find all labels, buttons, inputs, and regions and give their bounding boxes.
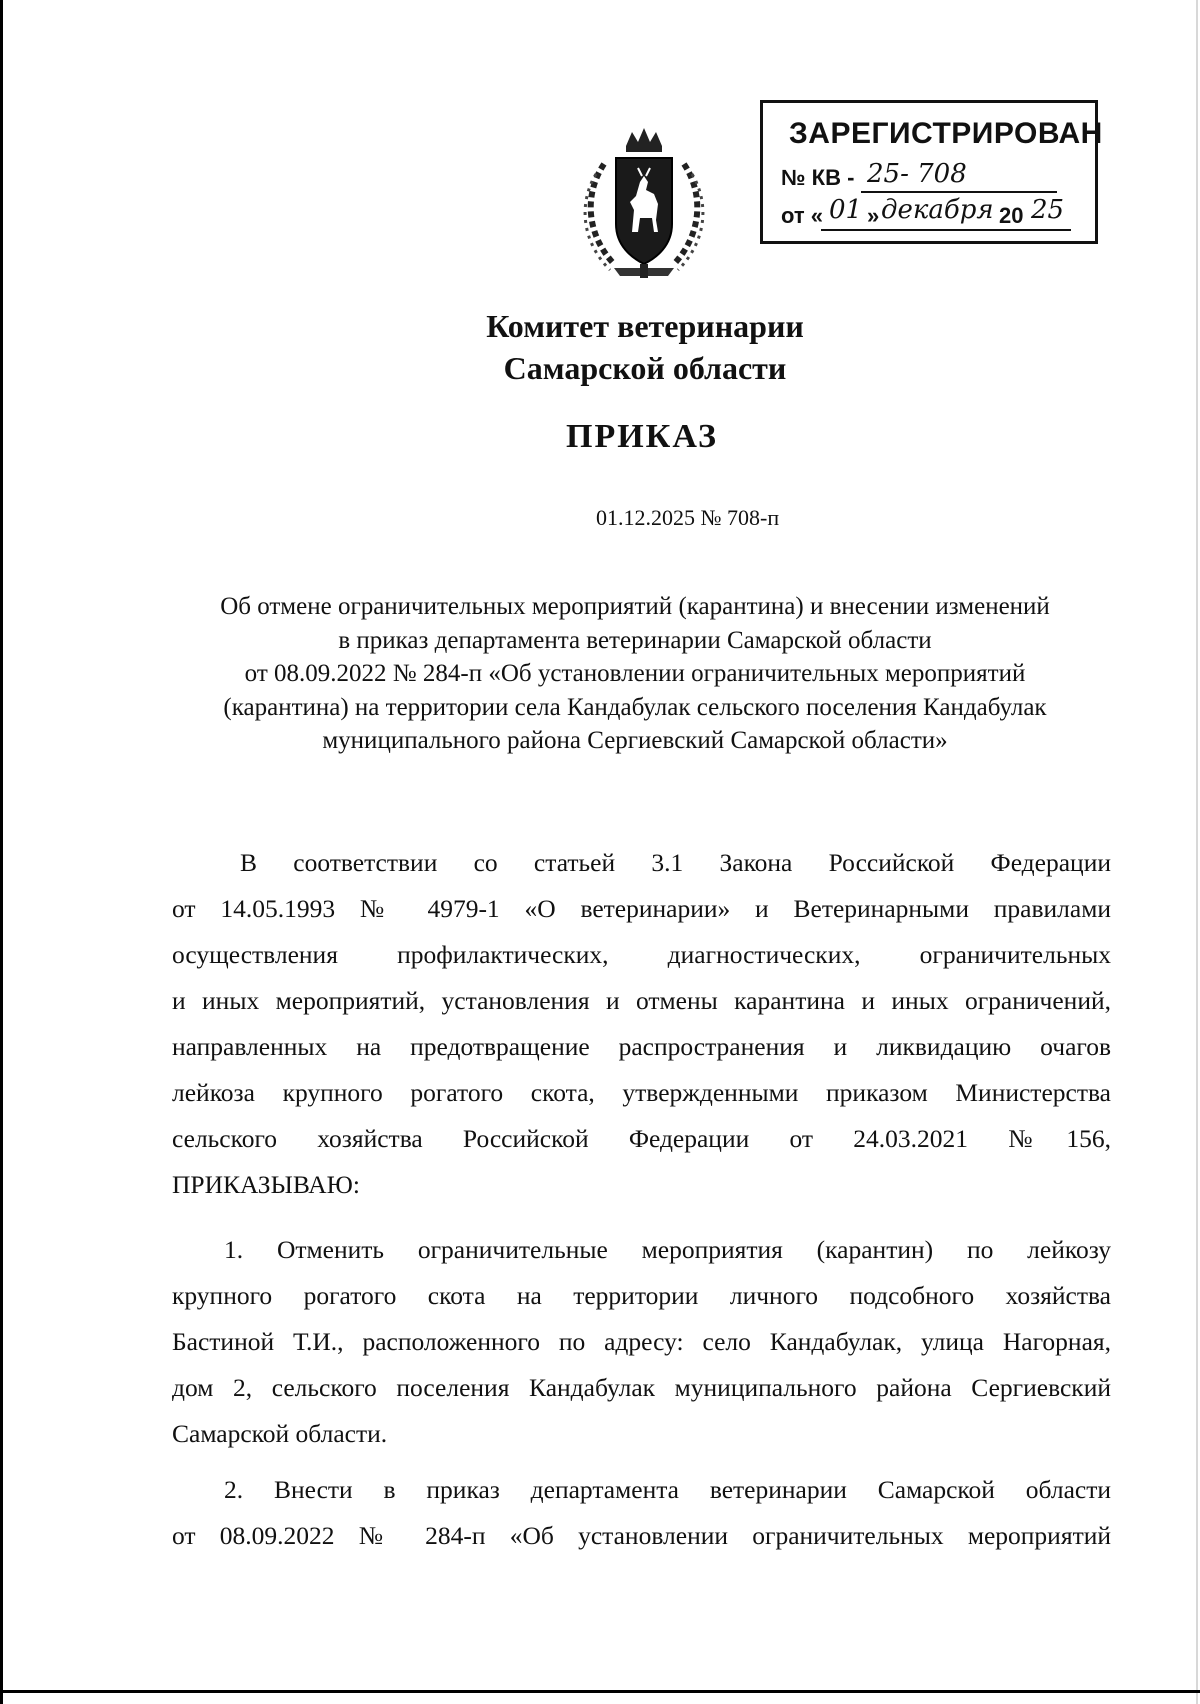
body-line: В соответствии со статьей 3.1 Закона Российской Федерации [240, 848, 1111, 877]
document-number: 01.12.2025 № 708-п [596, 505, 780, 530]
scan-edge-bottom [0, 1690, 1200, 1693]
scan-edge-right [1196, 0, 1198, 1704]
stamp-number-handwritten: 25- 708 [867, 159, 967, 189]
stamp-date-prefix: от « [781, 203, 824, 228]
coat-of-arms-emblem [574, 124, 714, 284]
stamp-date-line [781, 203, 823, 229]
subject-line: (карантина) на территории села Кандабулак сельского поселения Кандабулак [223, 693, 1047, 721]
body-line: крупного рогатого скота на территории личного подсобного хозяйства [172, 1281, 1111, 1310]
preamble-paragraph [172, 840, 1111, 1208]
stamp-date-year-prefix: 20 [999, 203, 1024, 228]
body-line: лейкоза крупного рогатого скота, утвержденными приказом Министерства [172, 1078, 1111, 1107]
order-item-1 [172, 1227, 1111, 1457]
document-type: ПРИКАЗ [566, 418, 718, 455]
subject-line: в приказ департамента ветеринарии Самарской области [338, 626, 932, 654]
registration-stamp [760, 100, 1103, 244]
order-word: ПРИКАЗЫВАЮ: [172, 1170, 360, 1199]
organization-name-line2: Самарской области [503, 350, 787, 386]
stamp-date-month: декабря [881, 195, 994, 225]
body-line: и иных мероприятий, установления и отмены карантина и иных ограничений, [172, 986, 1111, 1015]
body-line: от 14.05.1993 № 4979-1 «О ветеринарии» и Ветеринарными правилами [172, 894, 1111, 923]
subject-line: от 08.09.2022 № 284-п «Об установлении ограничительных мероприятий [244, 660, 1026, 687]
subject-line: муниципального района Сергиевский Самарской области» [322, 727, 948, 754]
scan-edge-left [0, 0, 3, 1704]
subject-line: Об отмене ограничительных мероприятий (карантина) и внесении изменений [220, 593, 1050, 620]
body-line: дом 2, сельского поселения Кандабулак муниципального района Сергиевский [172, 1373, 1111, 1402]
body-line: 2. Внести в приказ департамента ветеринарии Самарской области [224, 1475, 1111, 1504]
body-line: Бастиной Т.И., расположенного по адресу: село Кандабулак, улица Нагорная, [172, 1327, 1111, 1356]
stamp-number-underline [861, 191, 1057, 193]
stamp-date-day: 01 [829, 195, 863, 225]
document-subject [160, 590, 1110, 758]
stamp-date-year: 25 [1031, 195, 1065, 225]
stamp-number-line [781, 165, 854, 191]
stamp-date-underline [821, 229, 1071, 231]
body-line: направленных на предотвращение распространения и ликвидацию очагов [172, 1032, 1111, 1061]
stamp-date-mid: » [867, 203, 880, 228]
body-line: 1. Отменить ограничительные мероприятия (карантин) по лейкозу [224, 1235, 1111, 1264]
stamp-title: ЗАРЕГИСТРИРОВАН [789, 117, 1103, 150]
body-line: осуществления профилактических, диагностических, ограничительных [172, 940, 1111, 969]
organization-name-line1: Комитет ветеринарии [486, 308, 804, 344]
body-line: от 08.09.2022 № 284-п «Об установлении ограничительных мероприятий [172, 1521, 1111, 1550]
body-line: сельского хозяйства Российской Федерации от 24.03.2021 №156, [172, 1124, 1111, 1153]
body-line: Самарской области. [172, 1419, 388, 1448]
stamp-number-prefix: № КВ - [781, 165, 855, 190]
order-item-2 [172, 1467, 1111, 1559]
